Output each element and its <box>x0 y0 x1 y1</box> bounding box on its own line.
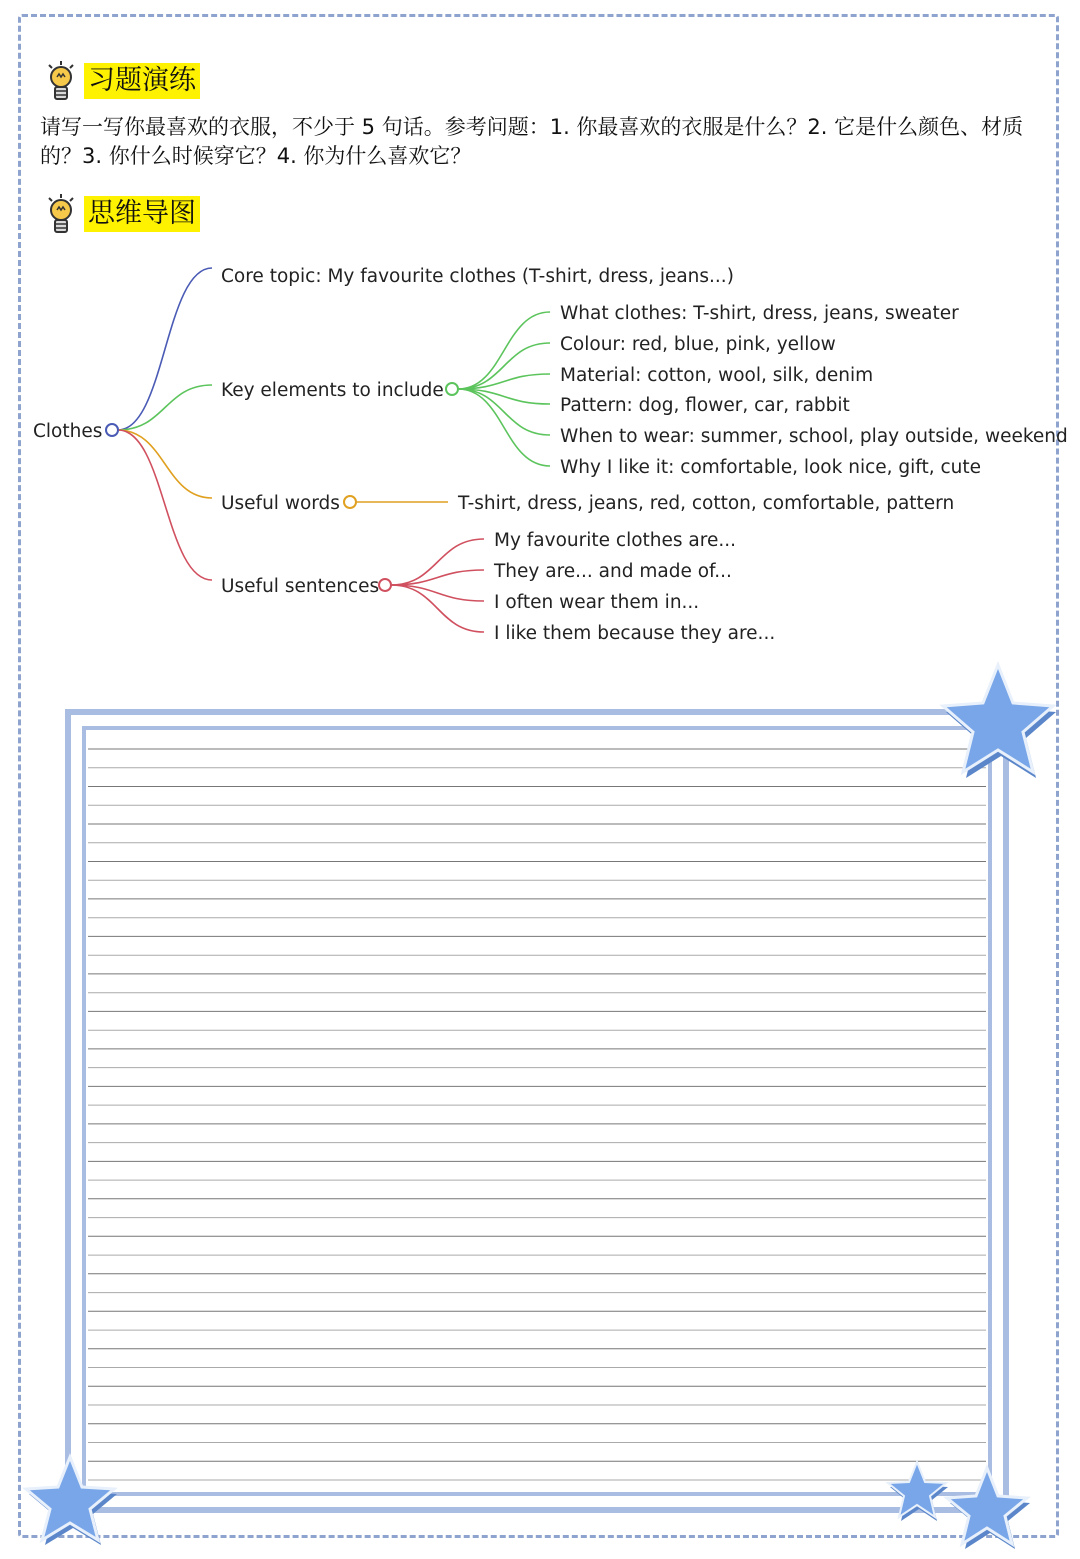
mindmap-root: Clothes <box>33 421 103 442</box>
key-element-item: Colour: red, blue, pink, yellow <box>560 334 836 355</box>
exercise-instructions: 请写一写你最喜欢的衣服，不少于 5 句话。参考问题：1. 你最喜欢的衣服是什么？2. 它是什么颜色、材质的？3. 你什么时候穿它？4. 你为什么喜欢它？ <box>40 115 1024 168</box>
useful-words-item: T-shirt, dress, jeans, red, cotton, comfortable, pattern <box>458 493 955 514</box>
key-element-item: Material: cotton, wool, silk, denim <box>560 365 874 386</box>
exercise-title: 习题演练 <box>84 63 200 99</box>
branch-core-topic: Core topic: My favourite clothes (T-shirt, dress, jeans...) <box>221 266 734 287</box>
key-element-item: Pattern: dog, flower, car, rabbit <box>560 395 850 416</box>
useful-sentence-item: My favourite clothes are... <box>494 530 736 551</box>
key-element-item: When to wear: summer, school, play outside, weekend <box>560 426 1068 447</box>
mindmap-title: 思维导图 <box>84 196 200 232</box>
branch-useful-words: Useful words <box>221 493 340 514</box>
useful-sentence-item: I like them because they are... <box>494 623 776 644</box>
branch-useful-sentences: Useful sentences <box>221 576 380 597</box>
useful-sentence-item: They are... and made of... <box>494 561 732 582</box>
branch-key-elements: Key elements to include <box>221 380 444 401</box>
key-element-item: Why I like it: comfortable, look nice, gift, cute <box>560 457 982 478</box>
useful-sentence-item: I often wear them in... <box>494 592 700 613</box>
key-element-item: What clothes: T-shirt, dress, jeans, sweater <box>560 303 959 324</box>
